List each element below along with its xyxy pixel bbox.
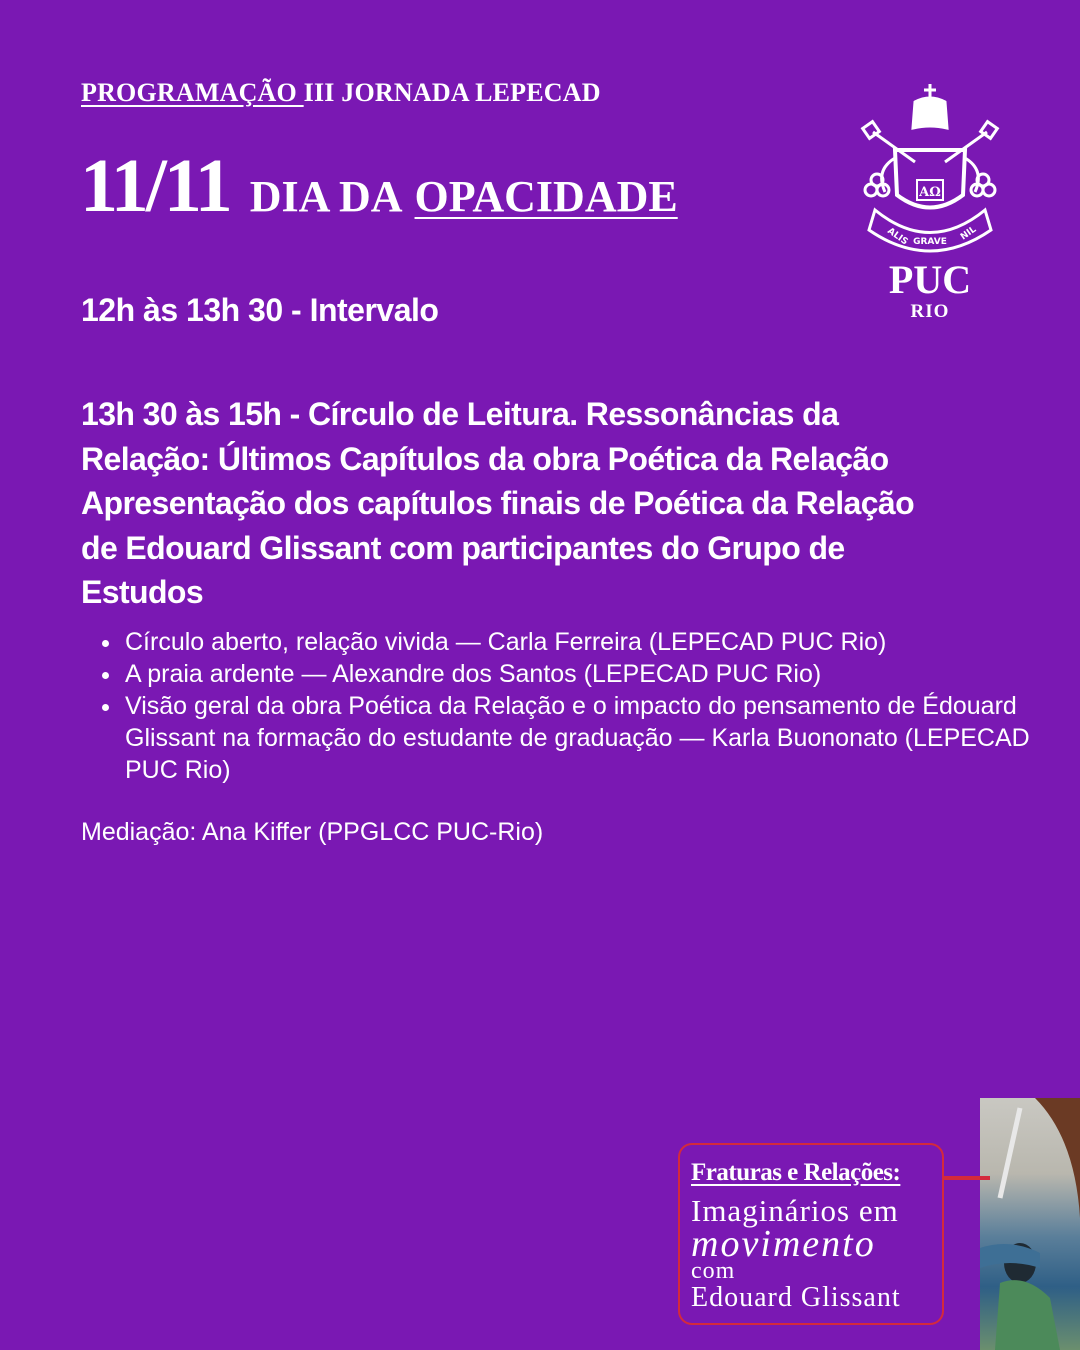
day-date: 11/11 [80, 144, 230, 228]
event-subtitle-line: movimento [691, 1223, 876, 1265]
program-header [81, 78, 601, 108]
box-connector [944, 1176, 990, 1180]
motto-word: NIL [958, 224, 979, 243]
day-title-prefix: DIA DA [249, 172, 403, 221]
event-title-box [678, 1143, 944, 1325]
session-line: Estudos [81, 574, 204, 610]
logo-city: RIO [910, 301, 950, 322]
artwork-strip [980, 1098, 1080, 1350]
event-subtitle-line: Imaginários em [691, 1193, 899, 1228]
painting-image [980, 1098, 1080, 1350]
mediation-text: Mediação: Ana Kiffer (PPGLCC PUC-Rio) [81, 818, 544, 846]
talk-list [81, 626, 1045, 786]
event-title: Fraturas e Relações: [691, 1159, 901, 1186]
session-line: Apresentação dos capítulos finais de Poética da Relação [81, 485, 915, 521]
header-jornada: III JORNADA LEPECAD [303, 78, 601, 107]
session-line: de Edouard Glissant com participantes do Grupo de [81, 529, 845, 566]
day-title-name: OPACIDADE [414, 172, 678, 221]
day-title [250, 171, 678, 222]
session-line: 13h 30 às 15h - Círculo de Leitura. Ressonâncias da [81, 396, 839, 432]
list-item: Círculo aberto, relação vivida — Carla Ferreira (LEPECAD PUC Rio) [125, 626, 1045, 658]
event-subtitle-line: Edouard Glissant [691, 1282, 901, 1313]
list-item: Visão geral da obra Poética da Relação e o impacto do pensamento de Édouard Glissant na formação do estudante de graduação — Karla Buononato (LEPECAD PUC Rio) [125, 690, 1045, 786]
day-heading [80, 144, 678, 228]
puc-logo [870, 258, 990, 322]
intervalo-slot: 12h às 13h 30 - Intervalo [81, 292, 439, 328]
crest-alpha-omega: AΩ [919, 185, 941, 200]
header-programacao: PROGRAMAÇÃO [81, 78, 304, 107]
session-description [81, 392, 1011, 615]
session-line: Relação: Últimos Capítulos da obra Poética da Relação [81, 440, 889, 477]
motto-word: ALIS [885, 226, 910, 248]
logo-name: PUC [888, 257, 972, 302]
event-subtitle-line: com [691, 1258, 736, 1284]
motto-word: GRAVE [913, 237, 947, 247]
list-item: A praia ardente — Alexandre dos Santos (LEPECAD PUC Rio) [125, 658, 1045, 690]
